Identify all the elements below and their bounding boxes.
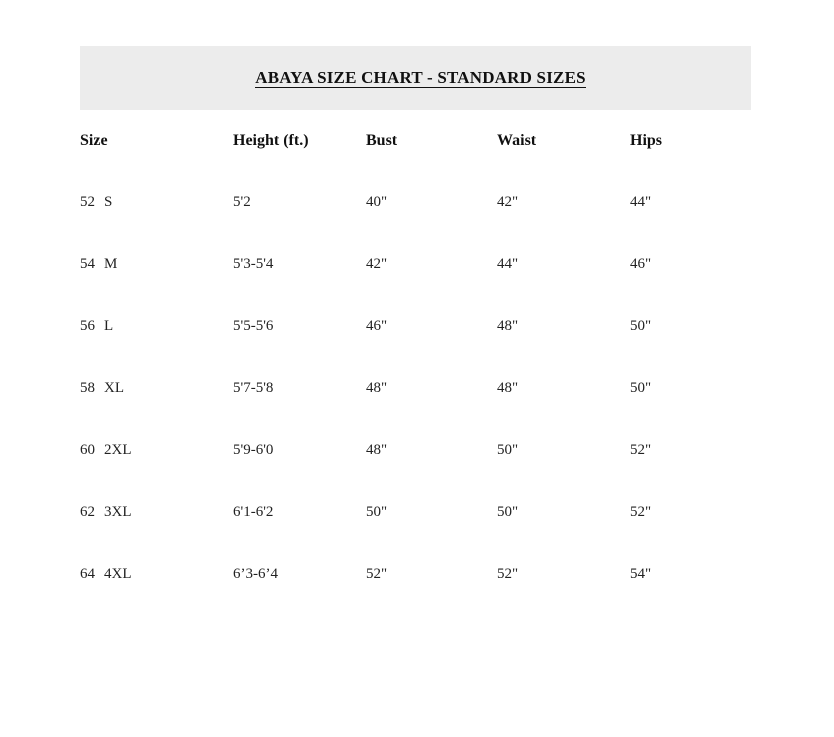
waist-cell: 48" [497,379,519,396]
table-row [80,419,751,481]
hips-cell: 52" [630,503,652,520]
height-cell: 5'3-5'4 [233,255,274,272]
size-code: L [104,317,114,334]
height-cell: 5'7-5'8 [233,379,274,396]
header-waist: Waist [497,132,537,149]
hips-cell: 50" [630,379,652,396]
waist-cell: 50" [497,441,519,458]
size-number: 54 [80,255,95,272]
waist-cell: 48" [497,317,519,334]
waist-cell: 42" [497,193,519,210]
title-banner [80,46,751,110]
header-hips: Hips [630,132,663,149]
bust-cell: 48" [366,379,388,396]
size-cell [80,295,233,357]
size-cell [80,481,233,543]
table-row [80,295,751,357]
waist-cell: 44" [497,255,519,272]
hips-cell: 50" [630,317,652,334]
size-number: 56 [80,317,95,334]
size-code: S [104,193,113,210]
size-chart-table [80,126,751,605]
size-number: 52 [80,193,95,210]
size-code: XL [104,379,124,396]
header-height: Height (ft.) [233,132,309,149]
hips-cell: 46" [630,255,652,272]
header-bust: Bust [366,132,398,149]
size-code: 2XL [104,441,132,458]
height-cell: 5'9-6'0 [233,441,274,458]
size-code: M [104,255,118,272]
height-cell: 6’3-6’4 [233,565,278,582]
size-code: 4XL [104,565,132,582]
header-spacer [80,156,751,171]
table-header-row [80,126,751,156]
height-cell: 6'1-6'2 [233,503,274,520]
size-number: 60 [80,441,95,458]
size-number: 64 [80,565,95,582]
bust-cell: 50" [366,503,388,520]
table-row [80,233,751,295]
waist-cell: 50" [497,503,519,520]
size-cell [80,171,233,233]
size-cell [80,357,233,419]
size-cell [80,543,233,605]
height-cell: 5'5-5'6 [233,317,274,334]
bust-cell: 52" [366,565,388,582]
height-cell: 5'2 [233,193,251,210]
size-cell [80,233,233,295]
size-cell [80,419,233,481]
size-number: 58 [80,379,95,396]
table-row [80,171,751,233]
page-title: ABAYA SIZE CHART - STANDARD SIZES [255,67,586,87]
table-row [80,481,751,543]
table-row [80,543,751,605]
bust-cell: 42" [366,255,388,272]
hips-cell: 52" [630,441,652,458]
size-code: 3XL [104,503,132,520]
waist-cell: 52" [497,565,519,582]
hips-cell: 54" [630,565,652,582]
bust-cell: 40" [366,193,388,210]
bust-cell: 48" [366,441,388,458]
size-number: 62 [80,503,95,520]
bust-cell: 46" [366,317,388,334]
header-size: Size [80,132,108,149]
table-row [80,357,751,419]
hips-cell: 44" [630,193,652,210]
